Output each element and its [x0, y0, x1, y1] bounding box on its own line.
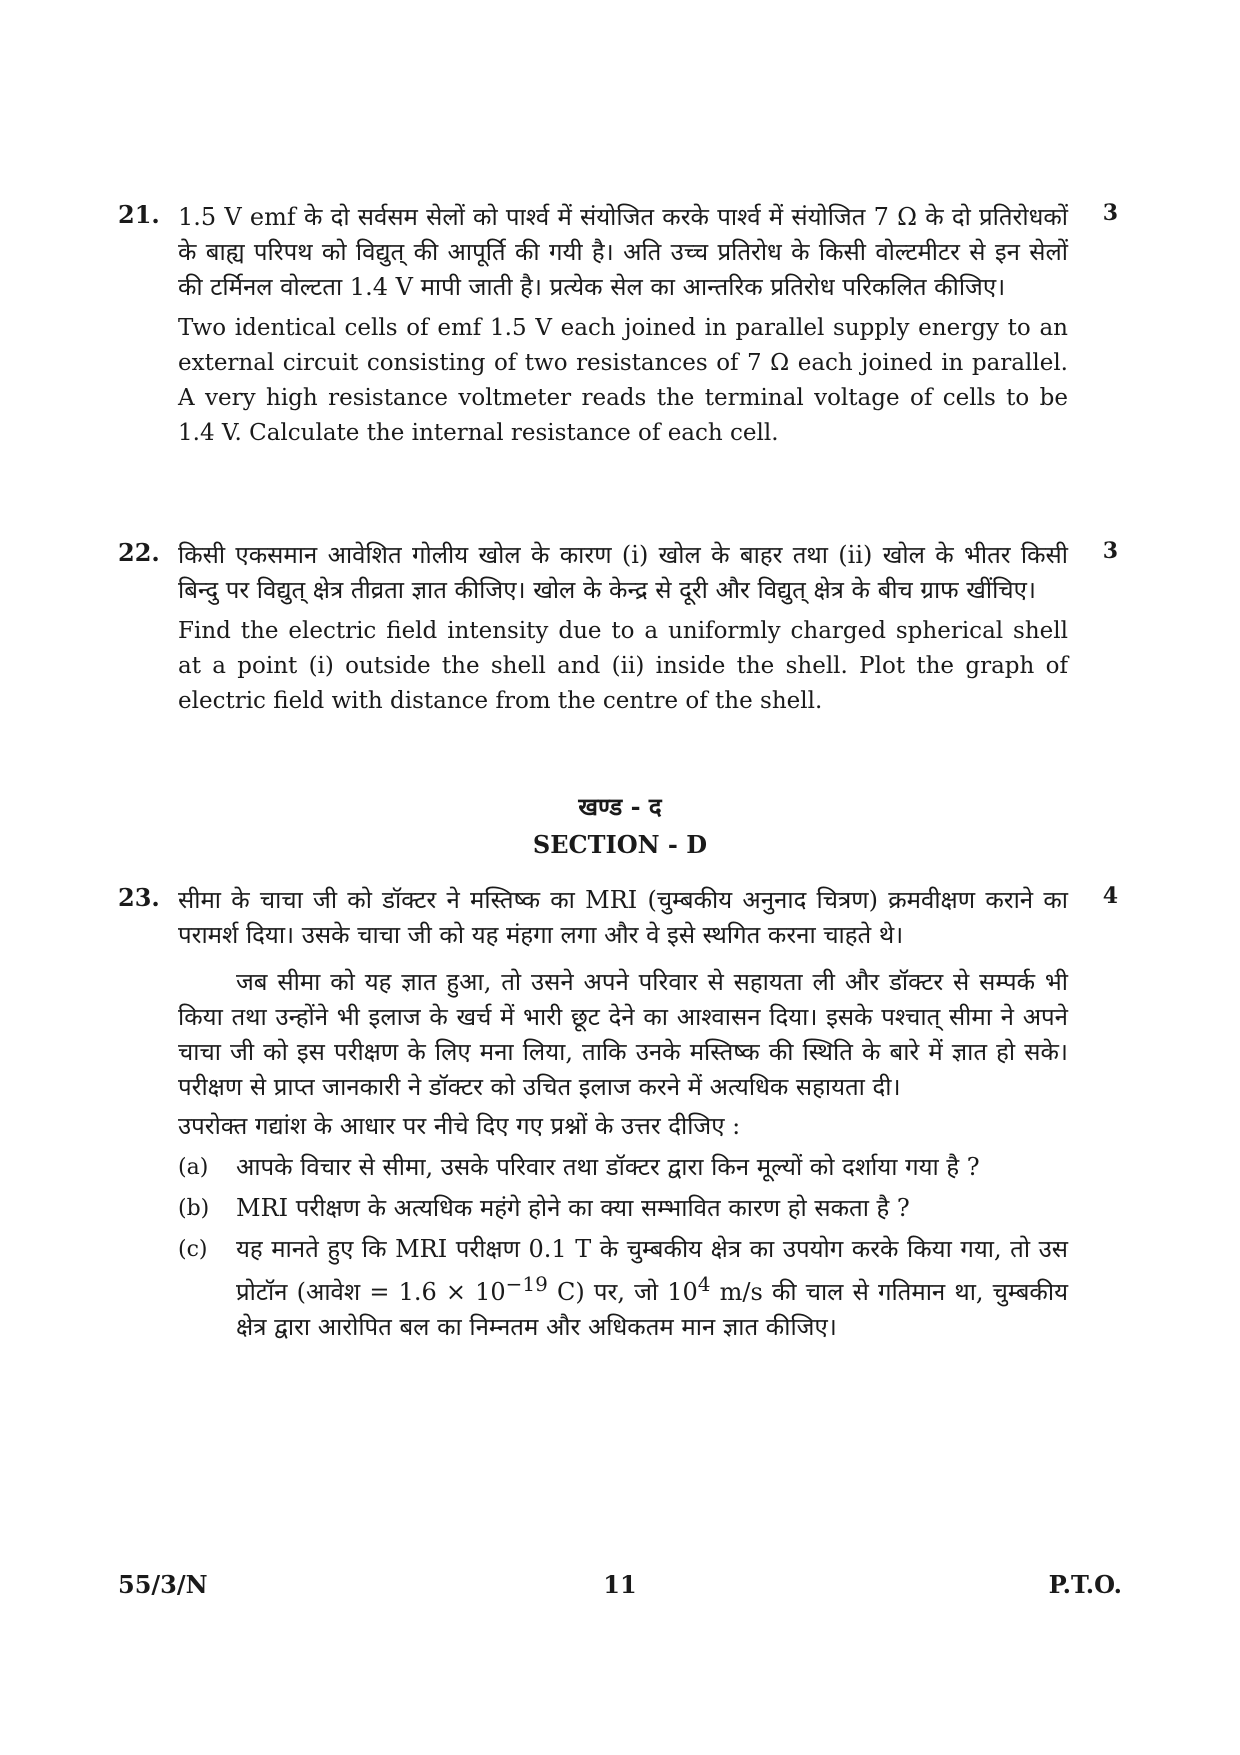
sub-text: आपके विचार से सीमा, उसके परिवार तथा डॉक्टर द्वारा किन मूल्यों को दर्शाया गया है ? — [236, 1153, 980, 1181]
paper-code: 55/3/N — [118, 1570, 208, 1599]
sub-text-part: m/s की चाल से गतिमान था, चुम्बकीय क्षेत्र द्वारा आरोपित बल का निम्नतम और अधिकतम मान ज्ञात कीजिए। — [236, 1278, 1068, 1341]
question-text-english: Find the electric field intensity due to a uniformly charged spherical shell at a point (i) outside the shell and (ii) inside the shell. Plot the graph of electric field with distance from the centre of the shell. — [178, 618, 1068, 714]
sub-question-b — [178, 1191, 1068, 1226]
question-intro-hindi: सीमा के चाचा जी को डॉक्टर ने मस्तिष्क का MRI (चुम्बकीय अनुनाद चित्रण) क्रमवीक्षण कराने का परामर्श दिया। उसके चाचा जी को यह मंहगा लगा और वे इसे स्थगित करना चाहते थे। — [178, 886, 1068, 949]
question-number: 21. — [118, 200, 160, 229]
question-number: 23. — [118, 883, 160, 912]
sub-text-part: C) पर, जो 10 — [547, 1278, 698, 1306]
question-22 — [118, 538, 1118, 719]
marks: 4 — [1102, 883, 1118, 909]
question-text-english: Two identical cells of emf 1.5 V each joined in parallel supply energy to an external circuit consisting of two resistances of 7 Ω each joined in parallel. A very high resistance voltmeter reads the terminal voltage of cells to be 1.4 V. Calculate the internal resistance of each cell. — [178, 315, 1068, 446]
sub-text-part: यह मानते हुए कि MRI परीक्षण 0.1 T के चुम्बकीय क्षेत्र का उपयोग करके किया गया, तो उस प्रोटॉन (आवेश = 1.6 × 10 — [236, 1235, 1068, 1306]
sub-label: (a) — [178, 1155, 209, 1180]
sub-label: (b) — [178, 1196, 210, 1221]
passage-paragraph: जब सीमा को यह ज्ञात हुआ, तो उसने अपने परिवार से सहायता ली और डॉक्टर से सम्पर्क भी किया तथा उन्होंने भी इलाज के खर्च में भारी छूट देने का आश्वासन दिया। इसके पश्चात् सीमा ने अपने चाचा जी को इस परीक्षण के लिए मना लिया, ताकि उनके मस्तिष्क की स्थिति के बारे में ज्ञात हो सके। परीक्षण से प्राप्त जानकारी ने डॉक्टर को उचित इलाज करने में अत्यधिक सहायता दी। — [178, 968, 1068, 1101]
exponent: −19 — [505, 1272, 548, 1296]
exponent: 4 — [697, 1272, 711, 1296]
sub-question-a — [178, 1150, 1068, 1185]
section-heading-english: SECTION - D — [532, 830, 708, 859]
question-text-hindi: 1.5 V emf के दो सर्वसम सेलों को पार्श्व में संयोजित करके पार्श्व में संयोजित 7 Ω के दो प्रतिरोधकों के बाह्य परिपथ को विद्युत् की आपूर्ति की गयी है। अति उच्च प्रतिरोध के किसी वोल्टमीटर से इन सेलों की टर्मिनल वोल्टता 1.4 V मापी जाती है। प्रत्येक सेल का आन्तरिक प्रतिरोध परिकलित कीजिए। — [178, 203, 1068, 301]
page-number: 11 — [603, 1570, 637, 1599]
marks: 3 — [1102, 538, 1118, 564]
sub-text — [236, 1232, 1068, 1345]
sub-question-c — [178, 1232, 1068, 1345]
section-heading-hindi: खण्ड - द — [578, 792, 662, 821]
sub-text: MRI परीक्षण के अत्यधिक महंगे होने का क्या सम्भावित कारण हो सकता है ? — [236, 1194, 910, 1222]
question-number: 22. — [118, 538, 160, 567]
sub-label: (c) — [178, 1237, 208, 1262]
instruction: उपरोक्त गद्यांश के आधार पर नीचे दिए गए प्रश्नों के उत्तर दीजिए : — [178, 1112, 741, 1140]
question-21 — [118, 200, 1118, 451]
pto-label: P.T.O. — [1048, 1570, 1122, 1599]
question-text-hindi: किसी एकसमान आवेशित गोलीय खोल के कारण (i) खोल के बाहर तथा (ii) खोल के भीतर किसी बिन्दु पर विद्युत् क्षेत्र तीव्रता ज्ञात कीजिए। खोल के केन्द्र से दूरी और विद्युत् क्षेत्र के बीच ग्राफ खींचिए। — [178, 541, 1068, 604]
marks: 3 — [1102, 200, 1118, 226]
question-23 — [118, 883, 1118, 1345]
